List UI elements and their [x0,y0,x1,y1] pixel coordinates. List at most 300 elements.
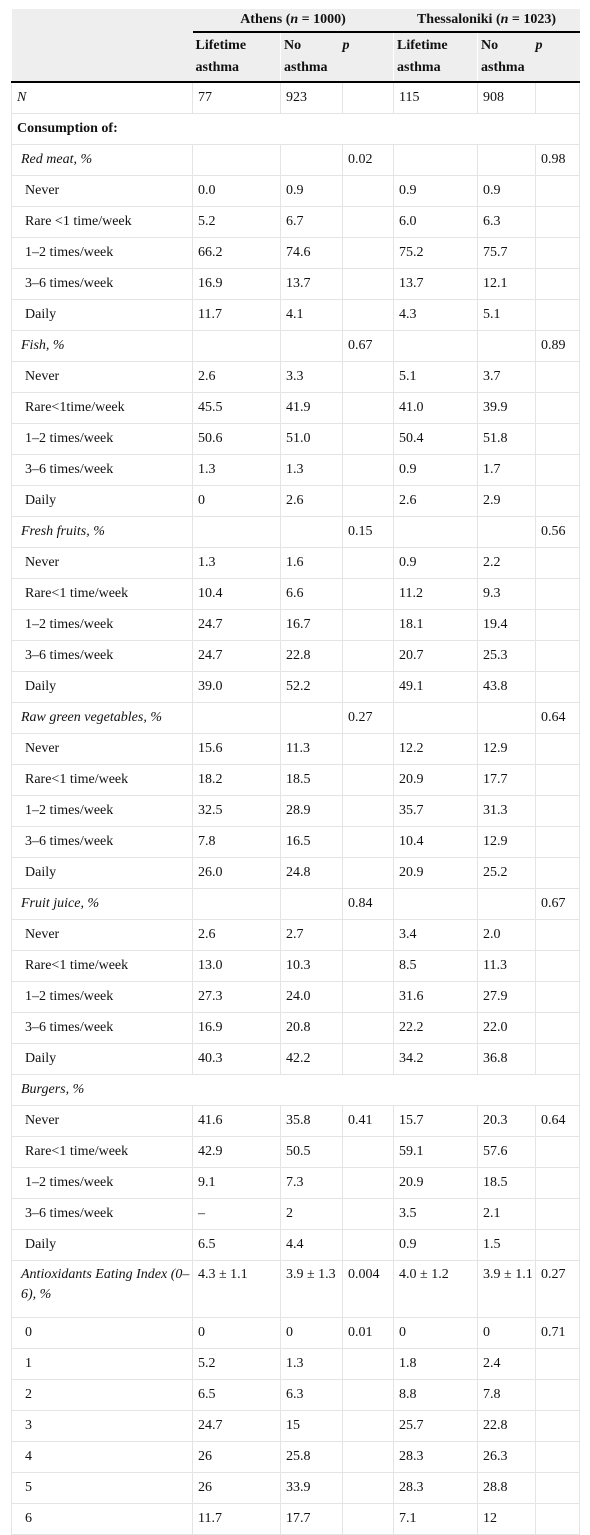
cell-thessaloniki-lifetime: 13.7 [394,269,478,300]
athens-header: Athens (n = 1000) [193,9,394,32]
cell-thessaloniki-lifetime: 4.0 ± 1.2 [394,1261,478,1318]
cell-athens-lifetime: 15.6 [193,734,281,765]
row-label: Raw green vegetables, % [12,703,193,734]
cell-thessaloniki-lifetime [394,517,478,548]
row-label: Antioxidants Eating Index (0–6), % [12,1261,193,1318]
cell-athens-no-asthma: 15 [281,1411,343,1442]
cell-thessaloniki-lifetime: 35.7 [394,796,478,827]
cell-thessaloniki-no-asthma: 25.3 [478,641,536,672]
cell-thessaloniki-p [536,393,580,424]
cell-thessaloniki-lifetime [394,145,478,176]
table-row [12,1473,580,1504]
row-label: 3–6 times/week [12,455,193,486]
cell-athens-lifetime: 0.0 [193,176,281,207]
cell-thessaloniki-no-asthma: 39.9 [478,393,536,424]
cell-athens-p [343,1349,394,1380]
cell-thessaloniki-no-asthma: 908 [478,82,536,114]
cell-athens-lifetime: 6.5 [193,1230,281,1261]
cell-thessaloniki-p [536,951,580,982]
cell-athens-p: 0.84 [343,889,394,920]
table-row [12,703,580,734]
row-label: 0 [12,1318,193,1349]
cell-athens-p [343,1230,394,1261]
table-row [12,1261,580,1318]
cell-athens-no-asthma: 35.8 [281,1106,343,1137]
cell-thessaloniki-p [536,1473,580,1504]
cell-athens-lifetime: 5.2 [193,1349,281,1380]
row-label: 1–2 times/week [12,982,193,1013]
cell-athens-p [343,207,394,238]
cell-athens-lifetime: 2.6 [193,362,281,393]
cell-thessaloniki-no-asthma: 0 [478,1318,536,1349]
table-row [12,1504,580,1535]
cell-athens-lifetime [193,517,281,548]
cell-athens-no-asthma: 50.5 [281,1137,343,1168]
table-row [12,889,580,920]
row-label: Burgers, % [12,1075,580,1106]
cell-athens-no-asthma: 18.5 [281,765,343,796]
cell-athens-p [343,858,394,889]
cell-thessaloniki-lifetime: 12.2 [394,734,478,765]
cell-thessaloniki-lifetime: 34.2 [394,1044,478,1075]
row-label: 3–6 times/week [12,827,193,858]
cell-thessaloniki-no-asthma: 1.5 [478,1230,536,1261]
thessaloniki-lifetime-asthma-header: Lifetime asthma [394,32,478,82]
cell-athens-lifetime: 11.7 [193,1504,281,1535]
cell-athens-lifetime: 16.9 [193,269,281,300]
cell-thessaloniki-no-asthma: 0.9 [478,176,536,207]
cell-thessaloniki-lifetime: 0.9 [394,548,478,579]
cell-thessaloniki-no-asthma: 3.9 ± 1.1 [478,1261,536,1318]
cell-athens-lifetime [193,145,281,176]
cell-thessaloniki-lifetime [394,331,478,362]
row-label: 6 [12,1504,193,1535]
cell-athens-lifetime: 1.3 [193,548,281,579]
cell-athens-lifetime: 0 [193,1318,281,1349]
table-row [12,610,580,641]
row-label: Rare<1 time/week [12,579,193,610]
table-row [12,331,580,362]
cell-thessaloniki-lifetime: 1.8 [394,1349,478,1380]
cell-athens-no-asthma: 923 [281,82,343,114]
row-label: 1–2 times/week [12,610,193,641]
row-label: 2 [12,1380,193,1411]
cell-thessaloniki-lifetime: 7.1 [394,1504,478,1535]
cell-athens-no-asthma: 4.1 [281,300,343,331]
cell-thessaloniki-p [536,207,580,238]
cell-thessaloniki-p [536,269,580,300]
cell-athens-no-asthma: 2.6 [281,486,343,517]
cell-athens-lifetime: 26 [193,1473,281,1504]
table-row [12,393,580,424]
header-blank [12,32,193,82]
cell-athens-lifetime: 6.5 [193,1380,281,1411]
cell-athens-no-asthma: 41.9 [281,393,343,424]
row-label: Red meat, % [12,145,193,176]
row-label: Never [12,176,193,207]
cell-athens-no-asthma: 0 [281,1318,343,1349]
cell-thessaloniki-no-asthma: 7.8 [478,1380,536,1411]
cell-thessaloniki-no-asthma: 2.9 [478,486,536,517]
table-row [12,1411,580,1442]
table-row [12,1075,580,1106]
cell-thessaloniki-no-asthma: 1.7 [478,455,536,486]
cell-thessaloniki-p [536,641,580,672]
row-label: Fruit juice, % [12,889,193,920]
cell-thessaloniki-no-asthma: 2.2 [478,548,536,579]
row-label: Daily [12,486,193,517]
cell-athens-no-asthma: 2.7 [281,920,343,951]
cell-thessaloniki-no-asthma: 18.5 [478,1168,536,1199]
cell-thessaloniki-p [536,486,580,517]
cell-athens-lifetime: 1.3 [193,455,281,486]
cell-athens-lifetime: 24.7 [193,610,281,641]
cell-thessaloniki-lifetime: 10.4 [394,827,478,858]
cell-thessaloniki-p [536,1013,580,1044]
row-label: Rare<1 time/week [12,951,193,982]
row-label: 3 [12,1411,193,1442]
cell-athens-no-asthma: 6.7 [281,207,343,238]
cell-athens-no-asthma: 42.2 [281,1044,343,1075]
cell-thessaloniki-no-asthma: 2.4 [478,1349,536,1380]
cell-thessaloniki-lifetime: 20.7 [394,641,478,672]
cell-thessaloniki-p [536,827,580,858]
cell-athens-p [343,548,394,579]
cell-athens-p [343,641,394,672]
table-row [12,176,580,207]
cell-thessaloniki-lifetime: 59.1 [394,1137,478,1168]
table-row [12,1442,580,1473]
cell-thessaloniki-p: 0.56 [536,517,580,548]
cell-thessaloniki-p: 0.67 [536,889,580,920]
cell-thessaloniki-no-asthma: 43.8 [478,672,536,703]
cell-athens-no-asthma [281,889,343,920]
row-label: 3–6 times/week [12,1199,193,1230]
cell-athens-lifetime: 5.2 [193,207,281,238]
cell-thessaloniki-p: 0.27 [536,1261,580,1318]
row-label: 1–2 times/week [12,424,193,455]
cell-athens-no-asthma: 7.3 [281,1168,343,1199]
table-row [12,734,580,765]
cell-athens-p: 0.27 [343,703,394,734]
cell-athens-lifetime: 13.0 [193,951,281,982]
cell-thessaloniki-p: 0.89 [536,331,580,362]
cell-athens-p [343,1504,394,1535]
cell-athens-lifetime: 40.3 [193,1044,281,1075]
cell-thessaloniki-no-asthma: 2.0 [478,920,536,951]
cell-athens-no-asthma: 2 [281,1199,343,1230]
cell-athens-p [343,951,394,982]
row-label: 5 [12,1473,193,1504]
cell-thessaloniki-p [536,1230,580,1261]
cell-thessaloniki-p [536,300,580,331]
cell-thessaloniki-lifetime: 8.5 [394,951,478,982]
cell-athens-p [343,238,394,269]
cell-athens-no-asthma: 24.8 [281,858,343,889]
cell-athens-lifetime: 10.4 [193,579,281,610]
asthma-diet-table [11,9,580,1535]
cell-athens-p: 0.02 [343,145,394,176]
athens-lifetime-asthma-header: Lifetime asthma [193,32,281,82]
cell-thessaloniki-no-asthma: 51.8 [478,424,536,455]
row-label: Fish, % [12,331,193,362]
cell-thessaloniki-lifetime: 4.3 [394,300,478,331]
cell-athens-p [343,393,394,424]
cell-athens-no-asthma: 1.3 [281,455,343,486]
cell-thessaloniki-no-asthma [478,331,536,362]
cell-athens-p [343,1411,394,1442]
cell-athens-lifetime: 18.2 [193,765,281,796]
cell-athens-p [343,176,394,207]
cell-athens-lifetime: 16.9 [193,1013,281,1044]
cell-athens-no-asthma: 20.8 [281,1013,343,1044]
table-row [12,1380,580,1411]
table-row [12,145,580,176]
cell-athens-no-asthma: 16.7 [281,610,343,641]
cell-thessaloniki-lifetime: 3.5 [394,1199,478,1230]
cell-thessaloniki-no-asthma: 22.8 [478,1411,536,1442]
cell-thessaloniki-lifetime: 49.1 [394,672,478,703]
cell-athens-no-asthma: 22.8 [281,641,343,672]
thessaloniki-p-header: p [536,32,580,82]
table-row [12,951,580,982]
cell-thessaloniki-no-asthma: 3.7 [478,362,536,393]
cell-athens-p [343,362,394,393]
table-row [12,1137,580,1168]
cell-athens-lifetime: 41.6 [193,1106,281,1137]
cell-athens-lifetime: 4.3 ± 1.1 [193,1261,281,1318]
cell-thessaloniki-lifetime [394,889,478,920]
cell-thessaloniki-p [536,238,580,269]
cell-thessaloniki-no-asthma [478,145,536,176]
table-row [12,1349,580,1380]
table-row [12,362,580,393]
cell-athens-p [343,82,394,114]
row-label: Never [12,362,193,393]
cell-athens-lifetime: 11.7 [193,300,281,331]
cell-athens-p: 0.15 [343,517,394,548]
data-table-container [11,9,579,1535]
cell-athens-no-asthma: 25.8 [281,1442,343,1473]
cell-athens-p [343,734,394,765]
cell-athens-p [343,1442,394,1473]
cell-thessaloniki-no-asthma: 20.3 [478,1106,536,1137]
row-label: Daily [12,672,193,703]
cell-thessaloniki-no-asthma: 11.3 [478,951,536,982]
header-corner [12,9,193,32]
cell-thessaloniki-no-asthma: 28.8 [478,1473,536,1504]
cell-athens-p: 0.01 [343,1318,394,1349]
row-label: Consumption of: [12,114,580,145]
cell-athens-p [343,672,394,703]
table-row [12,455,580,486]
cell-athens-lifetime: 50.6 [193,424,281,455]
cell-athens-p [343,269,394,300]
cell-thessaloniki-lifetime: 15.7 [394,1106,478,1137]
row-label: Rare<1 time/week [12,1137,193,1168]
table-row [12,1013,580,1044]
cell-athens-no-asthma: 6.6 [281,579,343,610]
cell-athens-lifetime: 24.7 [193,1411,281,1442]
row-label: Fresh fruits, % [12,517,193,548]
cell-thessaloniki-p [536,610,580,641]
cell-athens-p [343,1044,394,1075]
row-label: Rare <1 time/week [12,207,193,238]
table-row [12,517,580,548]
row-label: 3–6 times/week [12,641,193,672]
athens-no-asthma-header: No asthma [281,32,343,82]
cell-thessaloniki-no-asthma: 12.1 [478,269,536,300]
cell-athens-lifetime: 32.5 [193,796,281,827]
cell-thessaloniki-no-asthma: 27.9 [478,982,536,1013]
cell-athens-no-asthma: 1.3 [281,1349,343,1380]
cell-thessaloniki-p [536,1168,580,1199]
cell-athens-lifetime [193,703,281,734]
cell-thessaloniki-no-asthma: 12.9 [478,734,536,765]
cell-thessaloniki-no-asthma: 26.3 [478,1442,536,1473]
cell-thessaloniki-no-asthma: 75.7 [478,238,536,269]
cell-athens-no-asthma [281,517,343,548]
row-label: N [12,82,193,114]
cell-athens-no-asthma: 1.6 [281,548,343,579]
row-label: 1–2 times/week [12,796,193,827]
cell-thessaloniki-p [536,548,580,579]
row-label: 3–6 times/week [12,1013,193,1044]
cell-thessaloniki-lifetime: 41.0 [394,393,478,424]
table-row [12,641,580,672]
row-label: Never [12,1106,193,1137]
cell-thessaloniki-no-asthma: 36.8 [478,1044,536,1075]
cell-thessaloniki-lifetime: 31.6 [394,982,478,1013]
cell-athens-no-asthma: 17.7 [281,1504,343,1535]
cell-athens-lifetime: 7.8 [193,827,281,858]
cell-athens-p [343,982,394,1013]
cell-athens-lifetime: 66.2 [193,238,281,269]
row-label: Daily [12,858,193,889]
cell-athens-p [343,486,394,517]
cell-athens-lifetime [193,889,281,920]
cell-thessaloniki-p [536,176,580,207]
cell-athens-p [343,1380,394,1411]
cell-thessaloniki-p [536,920,580,951]
row-label: Daily [12,1230,193,1261]
table-row [12,548,580,579]
cell-athens-lifetime: 2.6 [193,920,281,951]
table-row [12,300,580,331]
cell-thessaloniki-p [536,1380,580,1411]
cell-thessaloniki-lifetime: 18.1 [394,610,478,641]
cell-thessaloniki-lifetime: 20.9 [394,765,478,796]
cell-thessaloniki-no-asthma: 19.4 [478,610,536,641]
cell-thessaloniki-p [536,424,580,455]
cell-athens-no-asthma: 74.6 [281,238,343,269]
cell-athens-p [343,1137,394,1168]
cell-athens-lifetime: 26.0 [193,858,281,889]
table-row [12,1044,580,1075]
table-row [12,238,580,269]
table-row [12,114,580,145]
cell-thessaloniki-no-asthma [478,517,536,548]
table-row [12,858,580,889]
cell-thessaloniki-lifetime: 22.2 [394,1013,478,1044]
table-row [12,920,580,951]
row-label: Never [12,734,193,765]
cell-thessaloniki-lifetime: 6.0 [394,207,478,238]
cell-athens-p [343,1013,394,1044]
table-row [12,269,580,300]
cell-athens-no-asthma [281,331,343,362]
cell-thessaloniki-lifetime: 3.4 [394,920,478,951]
cell-thessaloniki-p [536,858,580,889]
cell-thessaloniki-no-asthma: 17.7 [478,765,536,796]
cell-thessaloniki-p [536,796,580,827]
cell-thessaloniki-lifetime: 5.1 [394,362,478,393]
cell-thessaloniki-p [536,579,580,610]
cell-thessaloniki-p [536,672,580,703]
cell-athens-p [343,424,394,455]
cell-thessaloniki-no-asthma: 5.1 [478,300,536,331]
table-row [12,765,580,796]
cell-thessaloniki-lifetime: 28.3 [394,1473,478,1504]
cell-thessaloniki-lifetime: 115 [394,82,478,114]
cell-athens-no-asthma: 4.4 [281,1230,343,1261]
cell-athens-no-asthma: 3.3 [281,362,343,393]
cell-thessaloniki-no-asthma: 12 [478,1504,536,1535]
cell-athens-no-asthma [281,145,343,176]
table-row [12,424,580,455]
table-row [12,486,580,517]
table-row [12,82,580,114]
table-row [12,1168,580,1199]
cell-thessaloniki-p [536,1349,580,1380]
cell-athens-no-asthma: 3.9 ± 1.3 [281,1261,343,1318]
cell-athens-p [343,1168,394,1199]
cell-athens-p [343,455,394,486]
thessaloniki-header: Thessaloniki (n = 1023) [394,9,580,32]
cell-athens-p: 0.004 [343,1261,394,1318]
table-row [12,796,580,827]
row-label: 1 [12,1349,193,1380]
cell-thessaloniki-no-asthma: 2.1 [478,1199,536,1230]
cell-athens-p: 0.41 [343,1106,394,1137]
cell-athens-p [343,579,394,610]
cell-thessaloniki-lifetime: 0.9 [394,455,478,486]
cell-athens-p [343,1473,394,1504]
table-body [12,82,580,1535]
cell-thessaloniki-lifetime: 75.2 [394,238,478,269]
athens-p-header: p [343,32,394,82]
cell-athens-no-asthma: 10.3 [281,951,343,982]
cell-thessaloniki-no-asthma: 12.9 [478,827,536,858]
cell-thessaloniki-p [536,765,580,796]
cell-thessaloniki-p: 0.64 [536,703,580,734]
cell-thessaloniki-no-asthma: 25.2 [478,858,536,889]
cell-thessaloniki-p [536,1442,580,1473]
cell-athens-lifetime [193,331,281,362]
table-row [12,1199,580,1230]
cell-athens-lifetime: 0 [193,486,281,517]
cell-thessaloniki-lifetime: 0.9 [394,176,478,207]
table-row [12,672,580,703]
row-label: 1–2 times/week [12,238,193,269]
cell-thessaloniki-p: 0.71 [536,1318,580,1349]
cell-thessaloniki-lifetime: 20.9 [394,858,478,889]
cell-athens-lifetime: 27.3 [193,982,281,1013]
cell-athens-no-asthma: 51.0 [281,424,343,455]
cell-thessaloniki-lifetime: 8.8 [394,1380,478,1411]
cell-athens-p [343,796,394,827]
cell-athens-lifetime: 77 [193,82,281,114]
